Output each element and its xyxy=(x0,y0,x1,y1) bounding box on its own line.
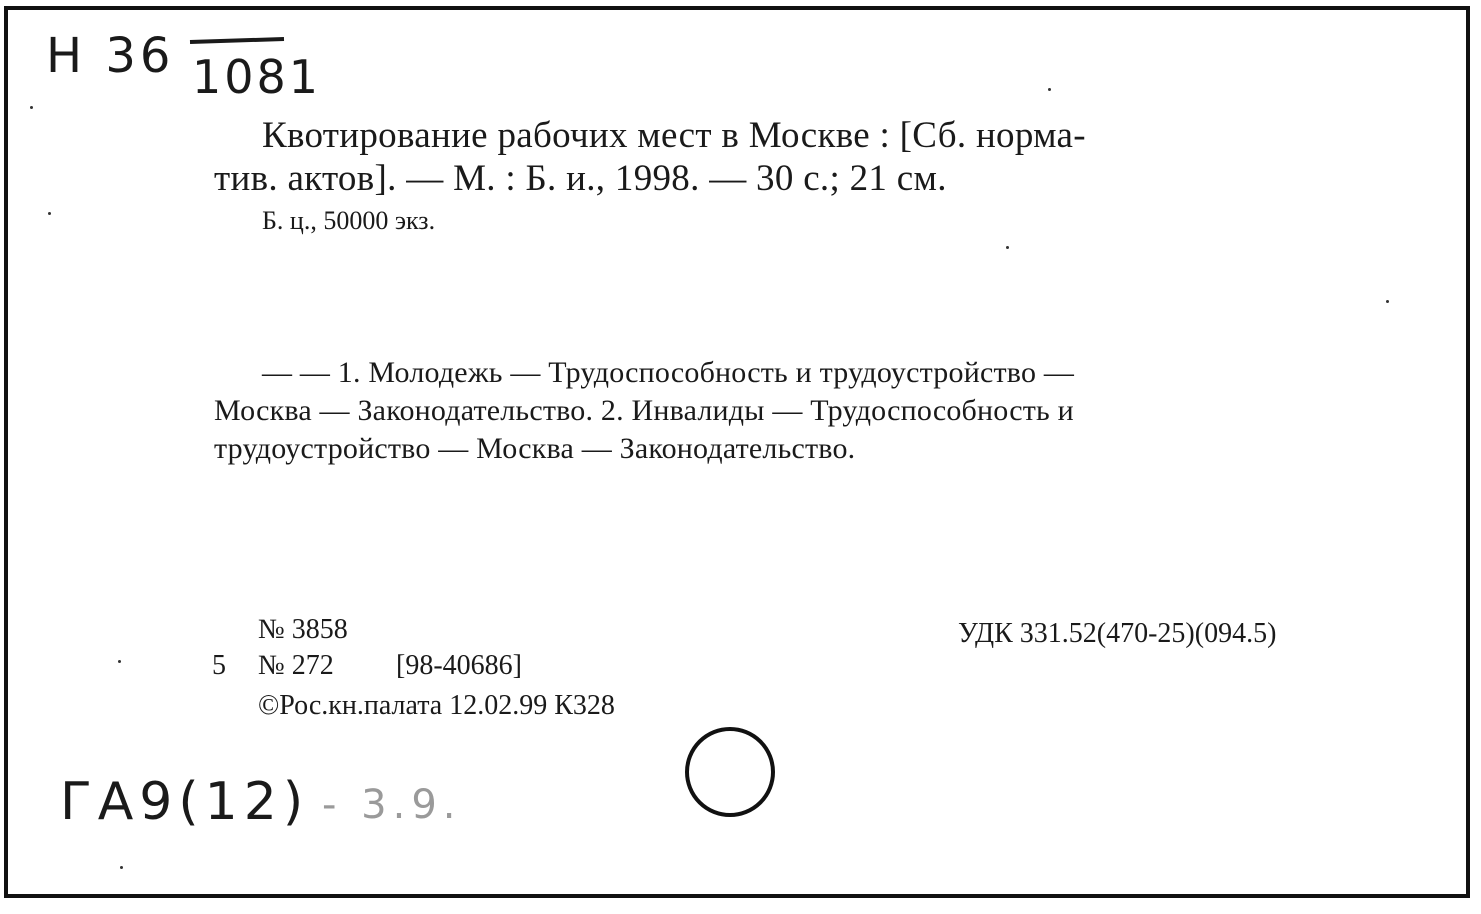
subject-line-1: — — 1. Молодежь — Трудоспособность и трудоустройство — xyxy=(262,356,1075,389)
record-id: [98-40686] xyxy=(396,650,522,681)
scan-speck xyxy=(1386,300,1389,303)
handwritten-faint-mark: - 3.9. xyxy=(322,782,462,828)
handwritten-location-code: ГА9(12) xyxy=(60,772,310,832)
subject-line-2: Москва — Законодательство. 2. Инвалиды — Трудоспособность и xyxy=(214,394,1074,427)
entry-title-line-1: Квотирование рабочих мест в Москве : [Сб. норма- xyxy=(262,115,1086,156)
scan-speck xyxy=(1006,246,1009,249)
record-number-1: № 3858 xyxy=(258,614,348,645)
price-circulation-line: Б. ц., 50000 экз. xyxy=(262,206,436,235)
record-number-2: № 272 xyxy=(258,650,334,681)
scan-speck xyxy=(120,866,123,869)
scan-speck xyxy=(118,660,121,663)
subject-line-3: трудоустройство — Москва — Законодательство. xyxy=(214,432,856,465)
handwritten-number: 1081 xyxy=(192,50,322,104)
overline-mark xyxy=(188,36,288,48)
entry-title-line-2: тив. актов]. — М. : Б. и., 1998. — 30 с.; 21 см. xyxy=(214,158,947,199)
scan-speck xyxy=(1048,88,1051,91)
scan-speck xyxy=(48,212,51,215)
row-prefix: 5 xyxy=(212,650,226,681)
copyright-line: ©Рос.кн.палата 12.02.99 К328 xyxy=(258,690,615,721)
udk-classification: УДК 331.52(470-25)(094.5) xyxy=(958,618,1277,649)
handwritten-shelf-code: Н 36 xyxy=(46,28,175,84)
scan-speck xyxy=(30,106,33,109)
punch-hole-circle xyxy=(682,724,778,820)
